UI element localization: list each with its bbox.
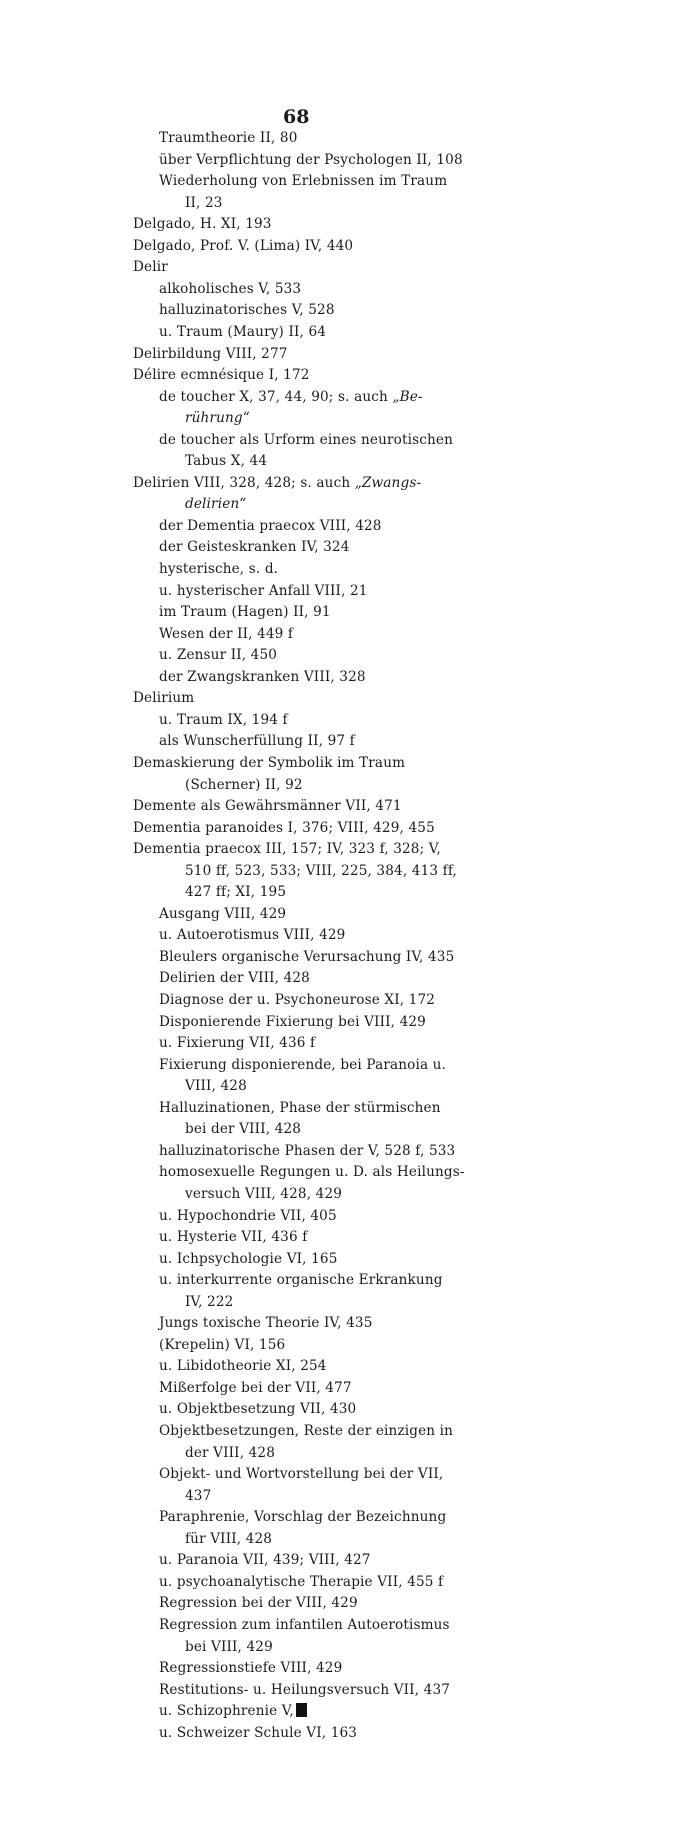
index-subentry: IV, 222	[185, 1293, 234, 1310]
index-subentry: 510 ff, 523, 533; VIII, 225, 384, 413 ff,	[185, 862, 457, 879]
index-subentry: u. Schweizer Schule VI, 163	[159, 1724, 358, 1741]
index-subentry: Regression bei der VIII, 429	[159, 1595, 358, 1612]
index-subentry: Tabus X, 44	[185, 453, 268, 470]
index-subentry: Fixierung disponierende, bei Paranoia u.	[159, 1056, 447, 1073]
index-subentry: über Verpflichtung der Psychologen II, 108	[159, 151, 463, 168]
index-subentry: halluzinatorische Phasen der V, 528 f, 533	[159, 1142, 456, 1159]
index-subentry: Ausgang VIII, 429	[159, 905, 287, 922]
index-subentry: u. Autoerotismus VIII, 429	[159, 927, 346, 944]
index-entry: Delirium	[133, 690, 195, 707]
index-subentry: u. hysterischer Anfall VIII, 21	[159, 582, 368, 599]
index-subentry: de toucher X, 37, 44, 90; s. auch „Be-	[159, 388, 423, 405]
index-subentry: Objekt- und Wortvorstellung bei der VII,	[159, 1466, 444, 1483]
index-subentry: de toucher als Urform eines neurotischen	[159, 431, 454, 448]
index-subentry: VIII, 428	[185, 1078, 247, 1095]
index-entry: Delgado, Prof. V. (Lima) IV, 440	[133, 237, 354, 254]
index-subentry: u. Traum IX, 194 f	[159, 711, 288, 728]
index-subentry: Paraphrenie, Vorschlag der Bezeichnung	[159, 1509, 447, 1526]
index-entry: Delirbildung VIII, 277	[133, 345, 288, 362]
index-subentry: Restitutions- u. Heilungsversuch VII, 437	[159, 1681, 451, 1698]
index-subentry: u. Objektbesetzung VII, 430	[159, 1401, 357, 1418]
index-subentry: homosexuelle Regungen u. D. als Heilungs-	[159, 1164, 465, 1181]
index-subentry: Halluzinationen, Phase der stürmischen	[159, 1099, 441, 1116]
index-subentry: u. psychoanalytische Therapie VII, 455 f	[159, 1573, 444, 1590]
index-subentry: der VIII, 428	[185, 1444, 276, 1461]
index-subentry: Wiederholung von Erlebnissen im Traum	[159, 173, 448, 190]
index-subentry: Wesen der II, 449 f	[159, 625, 294, 642]
index-subentry: der Geisteskranken IV, 324	[159, 539, 350, 556]
index-subentry: Delirien der VIII, 428	[159, 970, 310, 987]
index-subentry: (Scherner) II, 92	[185, 776, 303, 793]
index-subentry: u. Ichpsychologie VI, 165	[159, 1250, 338, 1267]
index-entry: Demente als Gewährsmänner VII, 471	[133, 798, 402, 815]
index-subentry: Bleulers organische Verursachung IV, 435	[159, 948, 455, 965]
index-entry: Dementia paranoides I, 376; VIII, 429, 455	[133, 819, 435, 836]
index-subentry: Regressionstiefe VIII, 429	[159, 1660, 343, 1677]
index-subentry: II, 23	[185, 194, 223, 211]
index-entry: Delirien VIII, 328, 428; s. auch „Zwangs-	[133, 474, 422, 491]
index-entry: Délire ecmnésique I, 172	[133, 367, 310, 384]
index-subentry: im Traum (Hagen) II, 91	[159, 604, 331, 621]
index-subentry: rührung“	[185, 410, 250, 427]
index-subentry: delirien“	[185, 496, 247, 513]
index-subentry: hysterische, s. d.	[159, 561, 279, 577]
index-subentry: für VIII, 428	[185, 1530, 273, 1547]
index-subentry: Traumtheorie II, 80	[159, 130, 298, 146]
ink-blot	[296, 1703, 307, 1717]
index-subentry: halluzinatorisches V, 528	[159, 302, 335, 319]
index-subentry: u. Schizophrenie V,	[159, 1701, 307, 1722]
index-subentry: Disponierende Fixierung bei VIII, 429	[159, 1013, 426, 1030]
index-subentry: alkoholisches V, 533	[159, 280, 302, 297]
index-subentry: u. Zensur II, 450	[159, 647, 278, 664]
page-number: 68	[283, 106, 310, 128]
index-subentry: bei der VIII, 428	[185, 1121, 302, 1138]
index-subentry: als Wunscherfüllung II, 97 f	[159, 733, 355, 750]
index-entry: Delgado, H. XI, 193	[133, 216, 272, 233]
index-subentry: 427 ff; XI, 195	[185, 884, 287, 901]
index-subentry: u. interkurrente organische Erkrankung	[159, 1272, 443, 1289]
index-subentry: u. Fixierung VII, 436 f	[159, 1035, 316, 1052]
index-subentry: der Dementia praecox VIII, 428	[159, 517, 382, 534]
index-entry: Delir	[133, 259, 168, 276]
index-subentry: u. Traum (Maury) II, 64	[159, 323, 327, 340]
index-subentry: der Zwangskranken VIII, 328	[159, 668, 366, 685]
index-subentry: Mißerfolge bei der VII, 477	[159, 1379, 352, 1396]
index-subentry: bei VIII, 429	[185, 1638, 273, 1655]
index-entry: Dementia praecox III, 157; IV, 323 f, 328; V,	[133, 841, 441, 858]
index-subentry: u. Hypochondrie VII, 405	[159, 1207, 337, 1224]
index-subentry: (Krepelin) VI, 156	[159, 1336, 286, 1353]
index-subentry: u. Libidotheorie XI, 254	[159, 1358, 327, 1375]
index-entry: Demaskierung der Symbolik im Traum	[133, 754, 406, 771]
index-subentry: u. Hysterie VII, 436 f	[159, 1229, 308, 1246]
index-subentry: versuch VIII, 428, 429	[185, 1185, 343, 1202]
index-subentry: Diagnose der u. Psychoneurose XI, 172	[159, 992, 436, 1008]
index-subentry: u. Paranoia VII, 439; VIII, 427	[159, 1552, 371, 1569]
index-subentry: 437	[185, 1487, 212, 1504]
index-subentry: Jungs toxische Theorie IV, 435	[159, 1315, 373, 1332]
index-subentry: Objektbesetzungen, Reste der einzigen in	[159, 1423, 454, 1439]
index-subentry: Regression zum infantilen Autoerotismus	[159, 1616, 450, 1633]
